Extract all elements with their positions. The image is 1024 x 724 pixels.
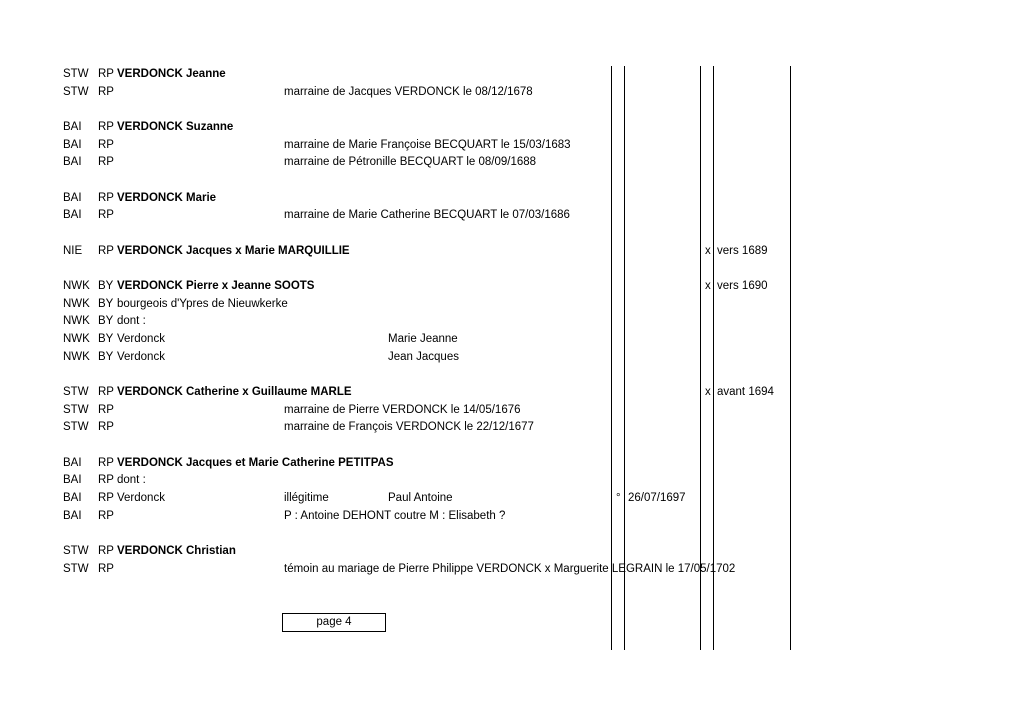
table-row [0, 154, 1024, 171]
place-code: STW [63, 545, 89, 557]
record-type: RP [98, 563, 114, 575]
record-type: RP [98, 139, 114, 151]
table-row [0, 419, 1024, 436]
table-row [0, 84, 1024, 101]
marriage-date: vers 1689 [717, 245, 768, 257]
person-note: dont : [117, 474, 146, 486]
table-row [0, 137, 1024, 154]
record-type: RP [98, 474, 114, 486]
table-row [0, 296, 1024, 313]
event-description: marraine de François VERDONCK le 22/12/1677 [284, 421, 534, 433]
record-type: RP [98, 386, 114, 398]
birth-date: 26/07/1697 [628, 492, 686, 504]
person-name: VERDONCK Christian [117, 545, 236, 557]
person-name: VERDONCK Catherine x Guillaume MARLE [117, 386, 352, 398]
table-row [0, 508, 1024, 525]
event-description: marraine de Marie Catherine BECQUART le 07/03/1686 [284, 209, 570, 221]
event-description: marraine de Marie Françoise BECQUART le 15/03/1683 [284, 139, 571, 151]
place-code: STW [63, 421, 89, 433]
table-row [0, 243, 1024, 260]
table-row [0, 331, 1024, 348]
birth-symbol: ° [616, 492, 621, 504]
table-row [0, 455, 1024, 472]
place-code: BAI [63, 139, 82, 151]
record-type: RP [98, 545, 114, 557]
child-first-name: Paul Antoine [388, 492, 453, 504]
page-number-box [282, 613, 386, 632]
child-surname: Verdonck [117, 333, 165, 345]
event-description: marraine de Pétronille BECQUART le 08/09/1688 [284, 156, 537, 168]
record-type: BY [98, 351, 114, 363]
place-code: BAI [63, 209, 82, 221]
place-code: BAI [63, 474, 82, 486]
record-type: RP [98, 209, 114, 221]
record-type: RP [98, 404, 114, 416]
record-type: RP [98, 510, 114, 522]
place-code: STW [63, 68, 89, 80]
page-number-label: page 4 [316, 616, 352, 628]
place-code: BAI [63, 156, 82, 168]
place-code: NWK [63, 333, 90, 345]
column-separator [611, 66, 612, 650]
place-code: NWK [63, 298, 90, 310]
table-row [0, 207, 1024, 224]
event-description: P : Antoine DEHONT coutre M : Elisabeth ? [284, 510, 506, 522]
table-row [0, 66, 1024, 83]
event-description: témoin au mariage de Pierre Philippe VERDONCK x Marguerite LEGRAIN le 17/05/1702 [284, 563, 736, 575]
place-code: BAI [63, 121, 82, 133]
column-separator [700, 66, 701, 650]
record-type: BY [98, 333, 114, 345]
person-name: VERDONCK Jeanne [117, 68, 226, 80]
marriage-symbol: x [705, 245, 711, 257]
record-type: RP [98, 192, 114, 204]
record-type: RP [98, 457, 114, 469]
place-code: NWK [63, 351, 90, 363]
place-code: STW [63, 86, 89, 98]
table-row [0, 543, 1024, 560]
column-separator [624, 66, 625, 650]
marriage-symbol: x [705, 386, 711, 398]
record-type: RP [98, 156, 114, 168]
place-code: BAI [63, 510, 82, 522]
event-description: marraine de Jacques VERDONCK le 08/12/1678 [284, 86, 533, 98]
place-code: BAI [63, 457, 82, 469]
table-row [0, 402, 1024, 419]
column-separator [713, 66, 714, 650]
record-type: RP [98, 492, 114, 504]
place-code: BAI [63, 492, 82, 504]
child-first-name: Jean Jacques [388, 351, 459, 363]
place-code: STW [63, 386, 89, 398]
marriage-date: avant 1694 [717, 386, 774, 398]
record-type: RP [98, 68, 114, 80]
table-row [0, 119, 1024, 136]
marriage-date: vers 1690 [717, 280, 768, 292]
person-name: VERDONCK Marie [117, 192, 217, 204]
table-row [0, 561, 1024, 578]
child-first-name: Marie Jeanne [388, 333, 458, 345]
record-type: BY [98, 315, 114, 327]
table-row [0, 278, 1024, 295]
record-type: RP [98, 121, 114, 133]
table-row [0, 384, 1024, 401]
table-row [0, 490, 1024, 507]
table-row [0, 313, 1024, 330]
person-name: VERDONCK Jacques x Marie MARQUILLIE [117, 245, 350, 257]
person-name: VERDONCK Suzanne [117, 121, 234, 133]
person-note: bourgeois d'Ypres de Nieuwkerke [117, 298, 288, 310]
child-status: illégitime [284, 492, 329, 504]
table-row [0, 349, 1024, 366]
person-name: VERDONCK Jacques et Marie Catherine PETITPAS [117, 457, 394, 469]
record-type: BY [98, 280, 114, 292]
record-type: RP [98, 245, 114, 257]
table-row [0, 190, 1024, 207]
record-type: BY [98, 298, 114, 310]
place-code: NIE [63, 245, 83, 257]
child-surname: Verdonck [117, 351, 165, 363]
place-code: NWK [63, 315, 90, 327]
marriage-symbol: x [705, 280, 711, 292]
column-separator [790, 66, 791, 650]
event-description: marraine de Pierre VERDONCK le 14/05/1676 [284, 404, 521, 416]
table-row [0, 472, 1024, 489]
place-code: BAI [63, 192, 82, 204]
person-name: VERDONCK Pierre x Jeanne SOOTS [117, 280, 315, 292]
place-code: STW [63, 563, 89, 575]
person-note: dont : [117, 315, 146, 327]
place-code: NWK [63, 280, 90, 292]
record-type: RP [98, 421, 114, 433]
place-code: STW [63, 404, 89, 416]
record-type: RP [98, 86, 114, 98]
child-surname: Verdonck [117, 492, 165, 504]
